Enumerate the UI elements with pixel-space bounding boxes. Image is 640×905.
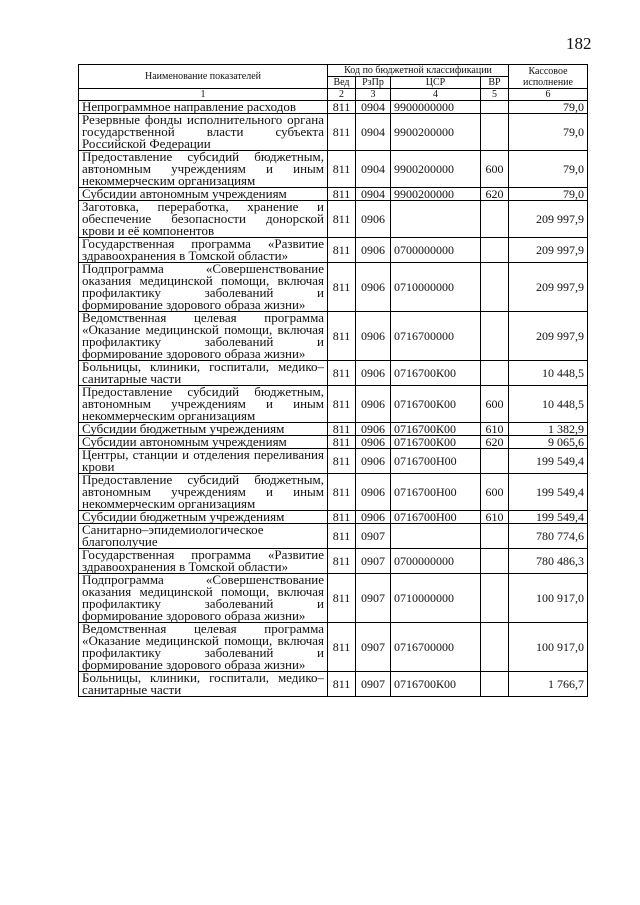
row-vr <box>481 201 509 238</box>
row-rzpr: 0906 <box>356 361 391 386</box>
row-ved: 811 <box>328 386 356 423</box>
row-rzpr: 0907 <box>356 623 391 672</box>
table-row <box>79 623 588 672</box>
row-vr <box>481 449 509 474</box>
header-vr: ВР <box>481 77 509 89</box>
header-name: Наименование показателей <box>79 65 328 89</box>
row-amount: 780 774,6 <box>509 524 588 549</box>
table-row <box>79 449 588 474</box>
row-rzpr: 0906 <box>356 201 391 238</box>
row-vr <box>481 263 509 312</box>
row-name: Субсидии автономным учреждениям <box>79 188 328 201</box>
row-name: Предоставление субсидий бюджетным, автономным учреждениям и иным некоммерческим организациям <box>79 151 328 188</box>
table-row <box>79 574 588 623</box>
row-amount: 100 917,0 <box>509 574 588 623</box>
header-ved: Вед <box>328 77 356 89</box>
row-name: Предоставление субсидий бюджетным, автономным учреждениям и иным некоммерческим организациям <box>79 474 328 511</box>
row-ved: 811 <box>328 623 356 672</box>
row-name: Подпрограмма «Совершенствование оказания медицинской помощи, включая профилактику заболеваний и формирование здорового образа жизни» <box>79 574 328 623</box>
row-vr <box>481 524 509 549</box>
row-ved: 811 <box>328 101 356 114</box>
table-row <box>79 114 588 151</box>
row-ved: 811 <box>328 263 356 312</box>
row-vr <box>481 114 509 151</box>
row-vr: 620 <box>481 436 509 449</box>
row-name: Непрограммное направление расходов <box>79 101 328 114</box>
row-name: Резервные фонды исполнительного органа государственной власти субъекта Российской Федерации <box>79 114 328 151</box>
row-amount: 209 997,9 <box>509 201 588 238</box>
table-row <box>79 474 588 511</box>
row-amount: 9 065,6 <box>509 436 588 449</box>
row-amount: 199 549,4 <box>509 511 588 524</box>
row-amount: 1 382,9 <box>509 423 588 436</box>
row-rzpr: 0907 <box>356 574 391 623</box>
row-rzpr: 0906 <box>356 474 391 511</box>
row-name: Субсидии бюджетным учреждениям <box>79 511 328 524</box>
row-rzpr: 0906 <box>356 263 391 312</box>
header-csr: ЦСР <box>391 77 481 89</box>
row-amount: 79,0 <box>509 188 588 201</box>
row-csr: 0716700К00 <box>391 672 481 697</box>
row-vr: 600 <box>481 386 509 423</box>
row-vr <box>481 312 509 361</box>
row-csr: 9900200000 <box>391 188 481 201</box>
row-rzpr: 0906 <box>356 386 391 423</box>
row-name: Центры, станции и отделения переливания крови <box>79 449 328 474</box>
row-name: Заготовка, переработка, хранение и обеспечение безопасности донорской крови и её компонентов <box>79 201 328 238</box>
row-amount: 79,0 <box>509 101 588 114</box>
budget-table <box>78 64 588 697</box>
table-row <box>79 361 588 386</box>
column-number: 1 <box>79 89 328 101</box>
row-rzpr: 0906 <box>356 436 391 449</box>
row-amount: 780 486,3 <box>509 549 588 574</box>
row-vr: 610 <box>481 423 509 436</box>
row-name: Больницы, клиники, госпитали, медико–санитарные части <box>79 672 328 697</box>
table-row <box>79 151 588 188</box>
row-ved: 811 <box>328 549 356 574</box>
table-row <box>79 524 588 549</box>
table-row <box>79 549 588 574</box>
row-amount: 209 997,9 <box>509 312 588 361</box>
row-name: Ведомственная целевая программа «Оказание медицинской помощи, включая профилактику заболеваний и формирование здорового образа жизни» <box>79 312 328 361</box>
row-rzpr: 0907 <box>356 549 391 574</box>
row-amount: 79,0 <box>509 151 588 188</box>
row-vr: 620 <box>481 188 509 201</box>
row-csr <box>391 201 481 238</box>
row-csr: 9900200000 <box>391 114 481 151</box>
row-name: Больницы, клиники, госпитали, медико–санитарные части <box>79 361 328 386</box>
column-number: 2 <box>328 89 356 101</box>
row-amount: 10 448,5 <box>509 386 588 423</box>
column-number: 6 <box>509 89 588 101</box>
row-csr: 0710000000 <box>391 263 481 312</box>
column-number: 4 <box>391 89 481 101</box>
row-csr <box>391 524 481 549</box>
table-row <box>79 201 588 238</box>
row-ved: 811 <box>328 474 356 511</box>
page-number: 182 <box>566 34 592 53</box>
row-ved: 811 <box>328 114 356 151</box>
row-rzpr: 0906 <box>356 449 391 474</box>
row-ved: 811 <box>328 574 356 623</box>
row-name: Субсидии автономным учреждениям <box>79 436 328 449</box>
row-name: Подпрограмма «Совершенствование оказания медицинской помощи, включая профилактику заболеваний и формирование здорового образа жизни» <box>79 263 328 312</box>
row-rzpr: 0907 <box>356 524 391 549</box>
row-name: Государственная программа «Развитие здравоохранения в Томской области» <box>79 549 328 574</box>
row-rzpr: 0904 <box>356 114 391 151</box>
row-name: Государственная программа «Развитие здравоохранения в Томской области» <box>79 238 328 263</box>
row-csr: 0716700000 <box>391 312 481 361</box>
row-ved: 811 <box>328 188 356 201</box>
header-row <box>79 65 588 77</box>
row-csr: 9900000000 <box>391 101 481 114</box>
row-rzpr: 0906 <box>356 423 391 436</box>
row-csr: 0716700Н00 <box>391 474 481 511</box>
row-amount: 209 997,9 <box>509 263 588 312</box>
table-row <box>79 263 588 312</box>
table-row <box>79 312 588 361</box>
row-name: Субсидии бюджетным учреждениям <box>79 423 328 436</box>
table-row <box>79 238 588 263</box>
row-name: Ведомственная целевая программа «Оказание медицинской помощи, включая профилактику заболеваний и формирование здорового образа жизни» <box>79 623 328 672</box>
row-ved: 811 <box>328 201 356 238</box>
row-name: Предоставление субсидий бюджетным, автономным учреждениям и иным некоммерческим организациям <box>79 386 328 423</box>
row-vr: 600 <box>481 474 509 511</box>
row-amount: 199 549,4 <box>509 474 588 511</box>
row-ved: 811 <box>328 361 356 386</box>
row-rzpr: 0904 <box>356 101 391 114</box>
row-amount: 79,0 <box>509 114 588 151</box>
row-vr <box>481 549 509 574</box>
row-vr <box>481 672 509 697</box>
row-rzpr: 0907 <box>356 672 391 697</box>
column-number: 5 <box>481 89 509 101</box>
row-amount: 1 766,7 <box>509 672 588 697</box>
row-csr: 0716700К00 <box>391 423 481 436</box>
column-number: 3 <box>356 89 391 101</box>
row-csr: 0716700К00 <box>391 386 481 423</box>
table-body <box>79 101 588 697</box>
header-rzpr: РзПр <box>356 77 391 89</box>
row-vr <box>481 238 509 263</box>
row-amount: 10 448,5 <box>509 361 588 386</box>
row-amount: 199 549,4 <box>509 449 588 474</box>
row-vr <box>481 574 509 623</box>
row-name: Санитарно–эпидемиологическое благополучие <box>79 524 328 549</box>
row-ved: 811 <box>328 524 356 549</box>
row-vr <box>481 101 509 114</box>
header-amount: Кассовое исполнение <box>509 65 588 89</box>
row-ved: 811 <box>328 151 356 188</box>
header-code-group: Код по бюджетной классификации <box>328 65 509 77</box>
row-vr <box>481 361 509 386</box>
row-amount: 100 917,0 <box>509 623 588 672</box>
row-ved: 811 <box>328 449 356 474</box>
row-csr: 0710000000 <box>391 574 481 623</box>
row-ved: 811 <box>328 436 356 449</box>
row-csr: 0700000000 <box>391 549 481 574</box>
row-csr: 0716700Н00 <box>391 511 481 524</box>
row-vr: 610 <box>481 511 509 524</box>
row-vr <box>481 623 509 672</box>
row-amount: 209 997,9 <box>509 238 588 263</box>
row-csr: 0716700К00 <box>391 436 481 449</box>
row-csr: 0716700Н00 <box>391 449 481 474</box>
row-csr: 0716700000 <box>391 623 481 672</box>
row-ved: 811 <box>328 511 356 524</box>
table-row <box>79 672 588 697</box>
row-rzpr: 0906 <box>356 238 391 263</box>
row-csr: 0716700К00 <box>391 361 481 386</box>
row-ved: 811 <box>328 423 356 436</box>
row-ved: 811 <box>328 672 356 697</box>
row-vr: 600 <box>481 151 509 188</box>
table-row <box>79 386 588 423</box>
row-rzpr: 0904 <box>356 188 391 201</box>
row-csr: 9900200000 <box>391 151 481 188</box>
row-ved: 811 <box>328 312 356 361</box>
row-csr: 0700000000 <box>391 238 481 263</box>
row-ved: 811 <box>328 238 356 263</box>
row-rzpr: 0906 <box>356 511 391 524</box>
row-rzpr: 0904 <box>356 151 391 188</box>
row-rzpr: 0906 <box>356 312 391 361</box>
